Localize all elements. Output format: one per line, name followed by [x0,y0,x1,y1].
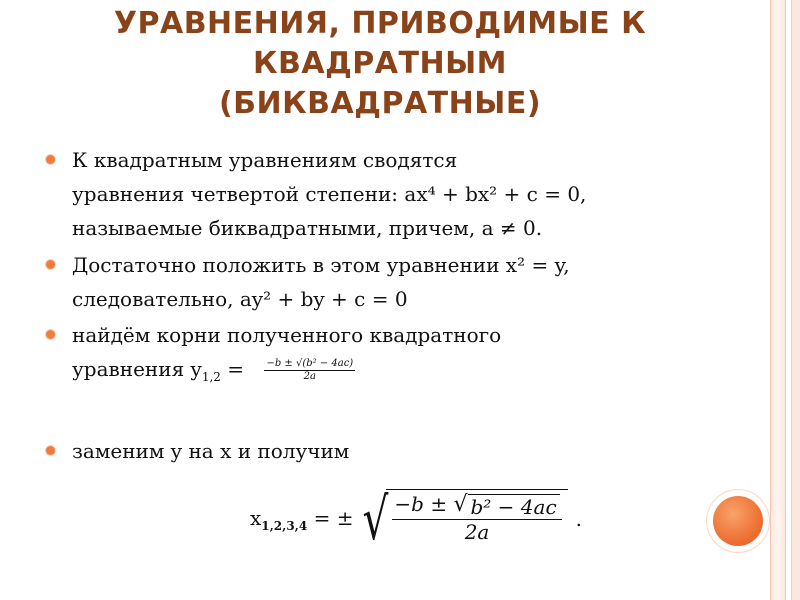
bullet-3-line-2 [72,352,706,394]
outer-sqrt [357,485,567,553]
bullet-2-line-1: Достаточно положить в этом уравнении x² = y, [72,253,570,277]
bullet-1-line-1: К квадратным уравнениям сводятся [72,148,458,172]
title-line-2: КВАДРАТНЫМ [252,46,508,81]
decorative-orange-circle [713,496,763,546]
inner-sqrt: √ b² − 4ac [453,494,559,519]
formula-radicand: b² − 4ac [468,494,560,519]
bullet-icon [46,155,55,164]
title-line-3: (БИКВАДРАТНЫЕ) [218,86,542,121]
bullet-item-4 [46,434,706,468]
slide-frame-border [770,0,786,600]
slide-frame-edge [791,0,800,600]
biquadratic-root-formula [250,484,582,554]
title-line-1: УРАВНЕНИЯ, ПРИВОДИМЫЕ К [113,6,647,41]
bullet-4-line-1: заменим y на x и получим [72,439,350,463]
formula-denominator: 2a [464,520,490,544]
outer-fraction [392,492,561,544]
bullet-1-line-3: называемые биквадратными, причем, a ≠ 0. [72,216,543,240]
sqrt-symbol: √ [362,485,389,553]
formula-lhs: $x_{1,2,3,4}$ = ± [250,505,354,533]
root-formula-denominator: 2a [303,371,316,382]
bullet-item-2 [46,248,706,316]
bullet-icon [46,446,55,455]
bullet-icon [46,260,55,269]
bullet-3-prefix: уравнения y [72,357,202,381]
root-formula-numerator: −b ± √(b² − 4ac) [266,358,354,369]
bullet-1-line-2: уравнения четвертой степени: ax⁴ + bx² + c = 0, [72,182,587,206]
bullet-item-3 [46,318,706,394]
formula-num-left: −b ± [394,492,448,516]
slide-title [20,4,740,124]
root-formula-small [264,358,355,383]
bullet-3-line-1: найдём корни полученного квадратного [72,323,502,347]
bullet-2-line-2: следовательно, ay² + by + c = 0 [72,287,408,311]
bullet-icon [46,330,55,339]
bullet-3-equals: = [220,357,245,381]
formula-trail: . [575,507,583,531]
bullet-item-1 [46,143,706,245]
bullet-3-subscript: 1,2 [201,370,221,384]
